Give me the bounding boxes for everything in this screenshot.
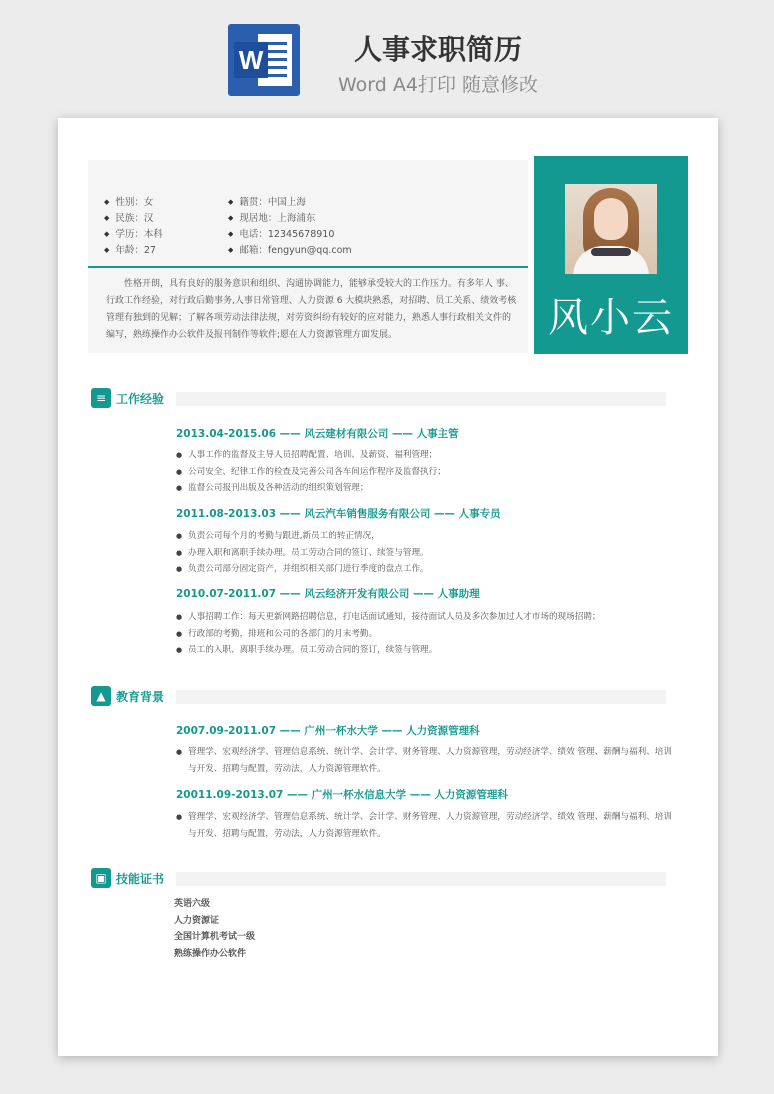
- edu-list-2: [176, 809, 676, 842]
- info-age-text: 年龄：27: [115, 245, 156, 256]
- edu-list-1: [176, 744, 676, 777]
- skill-item: 英语六级: [174, 899, 211, 909]
- database-icon: ≡: [91, 388, 111, 408]
- profile-photo: [565, 184, 657, 274]
- list-item: ● 公司安全、纪律工作的检查及完善公司各车间运作程序及监督执行；: [176, 466, 446, 477]
- info-degree-text: 学历：本科: [115, 229, 163, 240]
- skill-item: 熟练操作办公软件: [174, 948, 247, 959]
- word-logo-letter: W: [234, 42, 268, 78]
- personal-info-right: [228, 194, 352, 258]
- self-summary: 性格开朗，具有良好的服务意识和组织、沟通协调能力，能够承受较大的工作压力。有多年人 事、行政工作经验，对行政后勤事务,人事日常管理、人力资源 6 大模块熟悉，对招聘、员工关系、绩效考核管理有独到的见解；了解各项劳动法律法规，对劳资纠纷有较好的应对能力，熟悉人事行政相关文件的编写，熟练操作办公软件及报刊制作等软件;愿在人力资源管理方面发展。: [106, 279, 517, 340]
- info-ethnicity-text: 民族：汉: [115, 213, 154, 224]
- diamond-bullet-icon: ◆: [104, 246, 110, 254]
- diamond-bullet-icon: ◆: [228, 198, 234, 206]
- section-education-title: 教育背景: [116, 690, 165, 704]
- banner-title: 人事求职简历: [353, 33, 522, 66]
- info-residence-text: 现居地：上海浦东: [239, 213, 316, 224]
- info-phone: [228, 226, 352, 242]
- job-heading-1: 2013.04-2015.06 —— 风云建材有限公司 —— 人事主管: [176, 428, 459, 440]
- section-skills-header: [88, 868, 668, 890]
- list-item: ● 管理学、宏观经济学、管理信息系统、统计学、会计学、财务管理、人力资源管理，劳动经济学、绩效 管理、薪酬与福利、培训与开发、招聘与配置，劳动法，人力资源管理软件。: [176, 812, 672, 839]
- info-hometown-text: 籍贯：中国上海: [239, 197, 306, 208]
- list-item: ● 员工的入职、离职手续办理。员工劳动合同的签订，续签与管理。: [176, 645, 438, 655]
- edu-heading-2: 20011.09-2013.07 —— 广州一杯水信息大学 —— 人力资源管理科: [176, 789, 508, 801]
- list-item: ● 监督公司报刊出版及各种活动的组织策划管理；: [176, 483, 369, 493]
- list-item: ● 人事工作的监督及主导人员招聘配置、培训、及薪资、福利管理；: [176, 450, 438, 460]
- diamond-bullet-icon: ◆: [228, 214, 234, 222]
- info-gender: [104, 194, 163, 210]
- candidate-name: 风小云: [548, 295, 674, 341]
- banner: [0, 0, 774, 110]
- list-item: ● 行政部的考勤，排班和公司的各部门的月末考勤。: [176, 628, 378, 639]
- diamond-bullet-icon: ◆: [104, 230, 110, 238]
- skill-item: 人力资源证: [174, 915, 220, 926]
- info-email-text: 邮箱：fengyun@qq.com: [239, 245, 352, 256]
- photo-panel: [534, 156, 688, 354]
- job-list-2: [176, 528, 676, 578]
- info-gender-text: 性别：女: [115, 197, 154, 208]
- list-item: ● 负责公司每个月的考勤与跟进,新员工的转正情况，: [176, 531, 380, 541]
- resume-page: [58, 118, 718, 1056]
- section-bar: [176, 872, 666, 886]
- profile-info-box: [88, 160, 528, 353]
- edu-heading-1: 2007.09-2011.07 —— 广州一杯水大学 —— 人力资源管理科: [176, 725, 480, 737]
- banner-subtitle: Word A4打印 随意修改: [337, 74, 538, 96]
- list-item: ● 管理学、宏观经济学、管理信息系统、统计学、会计学、财务管理、人力资源管理，劳动经济学、绩效 管理、薪酬与福利、培训与开发、招聘与配置，劳动法，人力资源管理软件。: [176, 747, 672, 774]
- job-heading-3: 2010.07-2011.07 —— 风云经济开发有限公司 —— 人事助理: [176, 588, 480, 600]
- info-ethnicity: [104, 210, 163, 226]
- word-logo-icon: [228, 24, 300, 96]
- section-skills-title: 技能证书: [116, 872, 165, 886]
- list-item: ● 负责公司部分固定资产，并组织相关部门进行季度的盘点工作。: [176, 564, 429, 574]
- section-bar: [176, 392, 666, 406]
- diamond-bullet-icon: ◆: [104, 214, 110, 222]
- job-heading-2: 2011.08-2013.03 —— 风云汽车销售服务有限公司 —— 人事专员: [176, 508, 501, 520]
- section-bar: [176, 690, 666, 704]
- info-hometown: [228, 194, 352, 210]
- skills-list: [174, 896, 255, 962]
- list-item: ● 人事招聘工作：每天更新网路招聘信息，打电话面试通知，接待面试人员及多次参加过人才市场的现场招聘；: [176, 612, 601, 622]
- diamond-bullet-icon: ◆: [228, 246, 234, 254]
- list-item: ● 办理入职和离职手续办理。员工劳动合同的签订、续签与管理。: [176, 547, 429, 558]
- section-work-title: 工作经验: [116, 392, 165, 406]
- info-age: [104, 242, 163, 258]
- info-degree: [104, 226, 163, 242]
- info-phone-text: 电话：12345678910: [239, 229, 335, 240]
- info-residence: [228, 210, 352, 226]
- section-work-header: [88, 388, 668, 410]
- graduation-cap-icon: ▲: [91, 686, 111, 706]
- section-education-header: [88, 686, 668, 708]
- diamond-bullet-icon: ◆: [228, 230, 234, 238]
- skill-item: 全国计算机考试一级: [174, 932, 256, 942]
- info-divider: [88, 266, 528, 268]
- certificate-icon: ▣: [91, 868, 111, 888]
- job-list-1: [176, 447, 676, 497]
- diamond-bullet-icon: ◆: [104, 198, 110, 206]
- info-email: [228, 242, 352, 258]
- job-list-3: [176, 609, 676, 659]
- personal-info-left: [104, 194, 163, 258]
